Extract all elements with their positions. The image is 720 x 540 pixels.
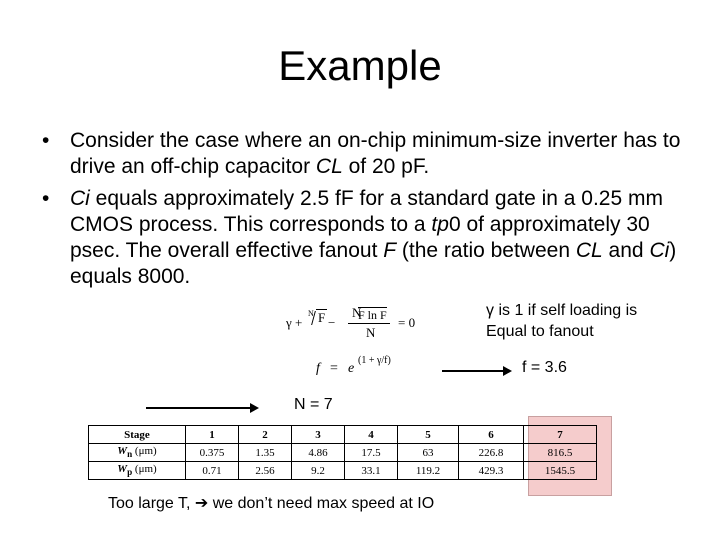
row-label-unit: (μm): [134, 463, 157, 476]
eq1-root-f: F: [318, 310, 326, 325]
bullet-symbol: •: [42, 129, 50, 152]
equation-fanout-f: [316, 355, 416, 381]
bullet-text-run: equals approximately 2.5 fF for a standard gate in a 0.25 mm CMOS process. This corresponds to a: [70, 187, 663, 236]
bullet-text-run: Consider the case where an on-chip minimum-size inverter has to drive an off-chip capacitor: [70, 129, 681, 178]
gamma-note-line-1: γ is 1 if self loading is: [486, 302, 638, 319]
table-cell: 0.375: [186, 444, 239, 462]
eq1-denominator: N: [366, 325, 376, 340]
n-value: N = 7: [294, 396, 333, 413]
eq1-minus: −: [328, 315, 336, 330]
table-cell: 7: [524, 426, 597, 444]
table-cell: 1.35: [239, 444, 292, 462]
table-cell: 226.8: [459, 444, 524, 462]
table-cell: 1545.5: [524, 462, 597, 480]
bullet-text-run: F: [383, 239, 397, 262]
bullet-1: [42, 128, 682, 180]
arrow-to-f-head: [503, 366, 512, 376]
table-row-wn: [89, 444, 597, 462]
gamma-note-line-2: Equal to fanout: [486, 323, 594, 340]
table-cell: 2: [239, 426, 292, 444]
slide-title: Example: [278, 42, 442, 89]
eq1-numerator-index: N: [352, 305, 362, 320]
arrow-to-n-line: [146, 407, 252, 409]
table-cell: 3: [292, 426, 345, 444]
arrow-to-f-line: [442, 370, 505, 372]
bullet-text-run: tp: [431, 213, 449, 236]
bullet-text-run: CL: [315, 155, 343, 178]
footer-text-before: Too large T,: [108, 495, 195, 512]
bullet-text-run: ) equals 8000.: [70, 239, 677, 288]
table-row-label-wn: [89, 444, 186, 462]
right-arrow-icon: ➔: [194, 495, 209, 512]
bullet-2: [42, 186, 682, 290]
row-label-w: W: [117, 445, 128, 458]
footer-note: [108, 493, 528, 514]
table-row-label-wp: [89, 462, 186, 480]
eq2-lhs: f: [316, 361, 320, 376]
table-cell: 429.3: [459, 462, 524, 480]
table-header-row: [89, 426, 597, 444]
table-cell: 1: [186, 426, 239, 444]
eq1-numerator: F ln F: [358, 308, 387, 322]
equation-optimal-fanout: [286, 305, 436, 345]
eq1-root-index: N: [308, 309, 314, 318]
bullet-2-text: [70, 186, 685, 290]
eq2-exponent: (1 + γ/f): [358, 355, 391, 366]
gamma-note: [486, 300, 686, 342]
bullet-symbol: •: [42, 187, 50, 210]
table-cell: 0.71: [186, 462, 239, 480]
bullet-text-run: 0 of approximately 30 psec. The overall effective fanout: [70, 213, 650, 262]
table-cell: 17.5: [345, 444, 398, 462]
row-label-sub: p: [127, 467, 133, 478]
eq1-rhs: = 0: [398, 315, 416, 330]
table-cell: 5: [398, 426, 459, 444]
table-cell: 816.5: [524, 444, 597, 462]
table-cell: 4.86: [292, 444, 345, 462]
eq1-fraction-bar: [348, 323, 390, 324]
table-cell: 119.2: [398, 462, 459, 480]
table-row-wp: [89, 462, 597, 480]
bullet-text-run: (the ratio between: [396, 239, 576, 262]
bullet-text-run: CL: [575, 239, 603, 262]
f-value: f = 3.6: [522, 359, 567, 376]
eq2-base: e: [348, 361, 355, 376]
eq2-equals: =: [330, 361, 338, 376]
table-cell: 6: [459, 426, 524, 444]
table-cell: 63: [398, 444, 459, 462]
bullet-text-run: Ci: [649, 239, 670, 262]
bullet-1-text: [70, 128, 685, 180]
footer-text-after: we don’t need max speed at IO: [208, 495, 435, 512]
row-label-sub: n: [127, 449, 133, 460]
table-cell: 2.56: [239, 462, 292, 480]
bullet-text-run: Ci: [70, 187, 90, 210]
bullet-text-run: and: [602, 239, 650, 262]
row-label-unit: (μm): [134, 445, 157, 458]
arrow-to-n-head: [250, 403, 259, 413]
table-cell: 9.2: [292, 462, 345, 480]
table-cell: 4: [345, 426, 398, 444]
row-label-w: W: [117, 463, 128, 476]
table-row-label: Stage: [89, 426, 186, 444]
bullet-text-run: of 20 pF.: [342, 155, 430, 178]
stage-sizing-table: [88, 425, 597, 480]
eq1-lhs: γ +: [286, 315, 303, 330]
table-cell: 33.1: [345, 462, 398, 480]
